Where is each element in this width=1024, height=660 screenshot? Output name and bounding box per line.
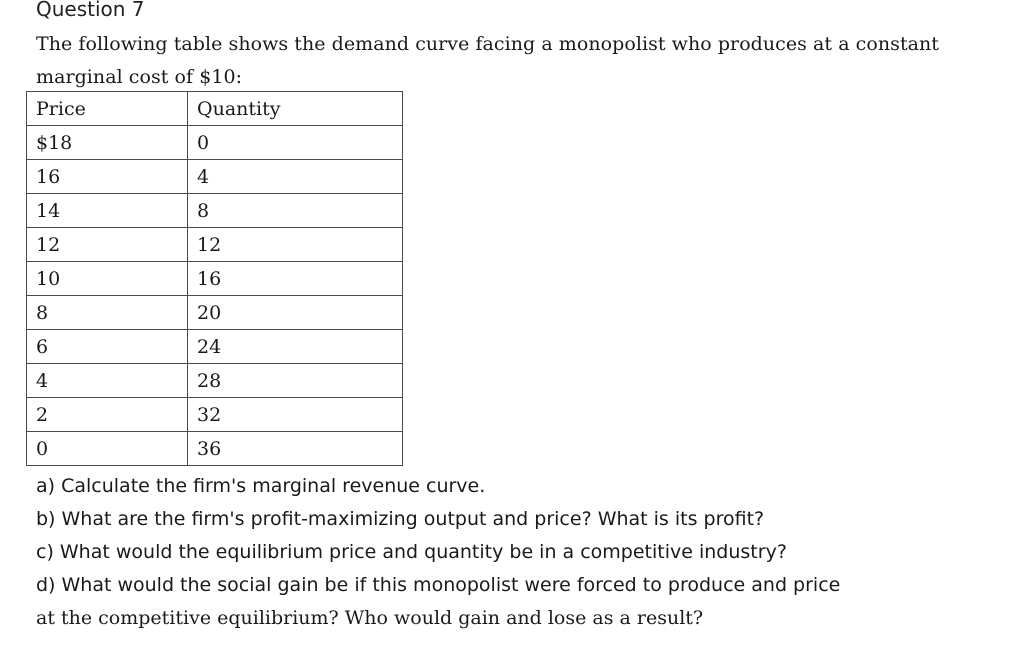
quantity-cell: 20 xyxy=(188,296,403,330)
price-cell: 12 xyxy=(27,228,188,262)
quantity-header: Quantity xyxy=(188,92,403,126)
quantity-cell: 24 xyxy=(188,330,403,364)
quantity-cell: 16 xyxy=(188,262,403,296)
price-cell: 10 xyxy=(27,262,188,296)
price-cell: 14 xyxy=(27,194,188,228)
table-row xyxy=(27,194,403,228)
quantity-cell: 36 xyxy=(188,432,403,466)
table-row xyxy=(27,398,403,432)
table-header-row xyxy=(27,92,403,126)
table-row xyxy=(27,330,403,364)
table-row xyxy=(27,432,403,466)
question-list xyxy=(36,470,1006,635)
price-cell: 0 xyxy=(27,432,188,466)
table-row xyxy=(27,262,403,296)
intro-text: The following table shows the demand curve facing a monopolist who produces at a constant marginal cost of $10: xyxy=(36,33,939,88)
question-d-line-1: d) What would the social gain be if this monopolist were forced to produce and price xyxy=(36,574,841,596)
quantity-cell: 12 xyxy=(188,228,403,262)
price-cell: 8 xyxy=(27,296,188,330)
quantity-cell: 8 xyxy=(188,194,403,228)
price-cell: 2 xyxy=(27,398,188,432)
price-cell: $18 xyxy=(27,126,188,160)
price-header: Price xyxy=(27,92,188,126)
quantity-cell: 4 xyxy=(188,160,403,194)
quantity-cell: 32 xyxy=(188,398,403,432)
table-row xyxy=(27,364,403,398)
price-cell: 4 xyxy=(27,364,188,398)
demand-table xyxy=(26,91,403,466)
question-c: c) What would the equilibrium price and quantity be in a competitive industry? xyxy=(36,541,787,563)
table-row xyxy=(27,160,403,194)
price-cell: 16 xyxy=(27,160,188,194)
quantity-cell: 28 xyxy=(188,364,403,398)
question-a: a) Calculate the firm's marginal revenue curve. xyxy=(36,475,486,497)
quantity-cell: 0 xyxy=(188,126,403,160)
question-b: b) What are the firm's profit-maximizing output and price? What is its profit? xyxy=(36,508,765,530)
question-d-line-2: at the competitive equilibrium? Who would gain and lose as a result? xyxy=(36,607,704,629)
price-cell: 6 xyxy=(27,330,188,364)
table-row xyxy=(27,296,403,330)
table-row xyxy=(27,228,403,262)
question-title: Question 7 xyxy=(36,0,145,21)
table-row xyxy=(27,126,403,160)
